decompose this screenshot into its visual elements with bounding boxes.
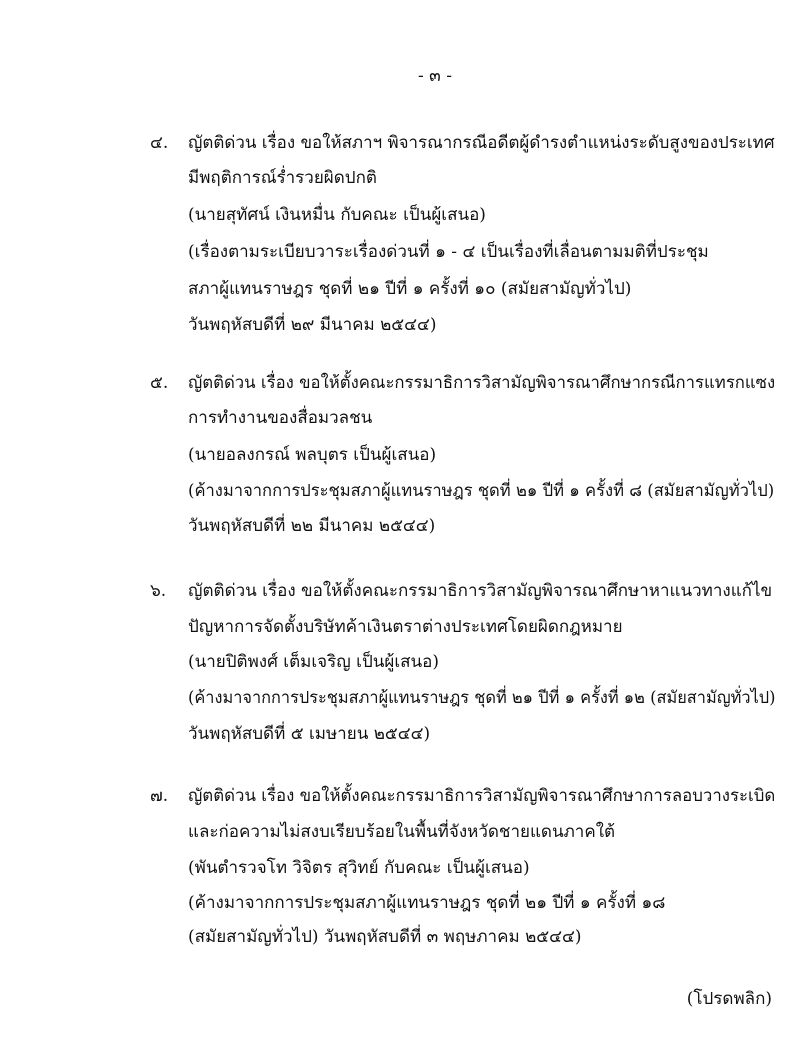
agenda-item-title-cont: ปัญหาการจัดตั้งบริษัทค้าเงินตราต่างประเทศโดยผิดกฎหมาย: [188, 617, 623, 637]
agenda-item-proposer: (นายอลงกรณ์ พลบุตร เป็นผู้เสนอ): [188, 445, 437, 465]
agenda-item-title-cont: การทำงานของสื่อมวลชน: [188, 408, 373, 428]
agenda-item-note: (เรื่องตามระเบียบวาระเรื่องด่วนที่ ๑ - ๔ เป็นเรื่องที่เลื่อนตามมติที่ประชุม: [188, 242, 709, 262]
agenda-item-title: ญัตติด่วน เรื่อง ขอให้ตั้งคณะกรรมาธิการวิสามัญพิจารณาศึกษาการลอบวางระเบิด: [188, 786, 776, 806]
agenda-item-number: ๕.: [150, 373, 169, 393]
agenda-item-number: ๖.: [150, 581, 167, 601]
agenda-item-note: (ค้างมาจากการประชุมสภาผู้แทนราษฎร ชุดที่ ๒๑ ปีที่ ๑ ครั้งที่ ๑๒ (สมัยสามัญทั่วไป): [188, 688, 776, 708]
agenda-item-proposer: (พันตำรวจโท วิจิตร สุวิทย์ กับคณะ เป็นผู้เสนอ): [188, 858, 530, 878]
page-number: - ๓ -: [418, 66, 452, 86]
agenda-item-proposer: (นายสุทัศน์ เงินหมื่น กับคณะ เป็นผู้เสนอ): [188, 205, 486, 225]
agenda-item-note: (ค้างมาจากการประชุมสภาผู้แทนราษฎร ชุดที่ ๒๑ ปีที่ ๑ ครั้งที่ ๘ (สมัยสามัญทั่วไป): [188, 481, 775, 501]
agenda-item-date: (สมัยสามัญทั่วไป) วันพฤหัสบดีที่ ๓ พฤษภาคม ๒๕๔๔): [188, 927, 582, 947]
agenda-item-note-cont: สภาผู้แทนราษฎร ชุดที่ ๒๑ ปีที่ ๑ ครั้งที่ ๑๐ (สมัยสามัญทั่วไป): [188, 279, 632, 299]
agenda-item-title-cont: มีพฤติการณ์ร่ำรวยผิดปกติ: [188, 168, 377, 188]
agenda-item-title-cont: และก่อความไม่สงบเรียบร้อยในพื้นที่จังหวัดชายแดนภาคใต้: [188, 822, 616, 842]
agenda-item-date: วันพฤหัสบดีที่ ๒๙ มีนาคม ๒๕๔๔): [188, 315, 437, 335]
please-turn-over-note: (โปรดพลิก): [686, 989, 772, 1009]
agenda-item-proposer: (นายปิติพงศ์ เต็มเจริญ เป็นผู้เสนอ): [188, 652, 439, 672]
agenda-item-number: ๗.: [150, 786, 169, 806]
agenda-item-title: ญัตติด่วน เรื่อง ขอให้ตั้งคณะกรรมาธิการวิสามัญพิจารณาศึกษาหาแนวทางแก้ไข: [188, 581, 773, 601]
agenda-item-title: ญัตติด่วน เรื่อง ขอให้ตั้งคณะกรรมาธิการวิสามัญพิจารณาศึกษากรณีการแทรกแซง: [188, 373, 776, 393]
agenda-item-title: ญัตติด่วน เรื่อง ขอให้สภาฯ พิจารณากรณีอดีตผู้ดำรงตำแหน่งระดับสูงของประเทศ: [188, 133, 775, 153]
agenda-item-date: วันพฤหัสบดีที่ ๕ เมษายน ๒๕๔๔): [188, 724, 431, 744]
agenda-item-note: (ค้างมาจากการประชุมสภาผู้แทนราษฎร ชุดที่ ๒๑ ปีที่ ๑ ครั้งที่ ๑๘: [188, 893, 666, 913]
agenda-item-date: วันพฤหัสบดีที่ ๒๒ มีนาคม ๒๕๔๔): [188, 516, 436, 536]
agenda-item-number: ๔.: [150, 133, 169, 153]
